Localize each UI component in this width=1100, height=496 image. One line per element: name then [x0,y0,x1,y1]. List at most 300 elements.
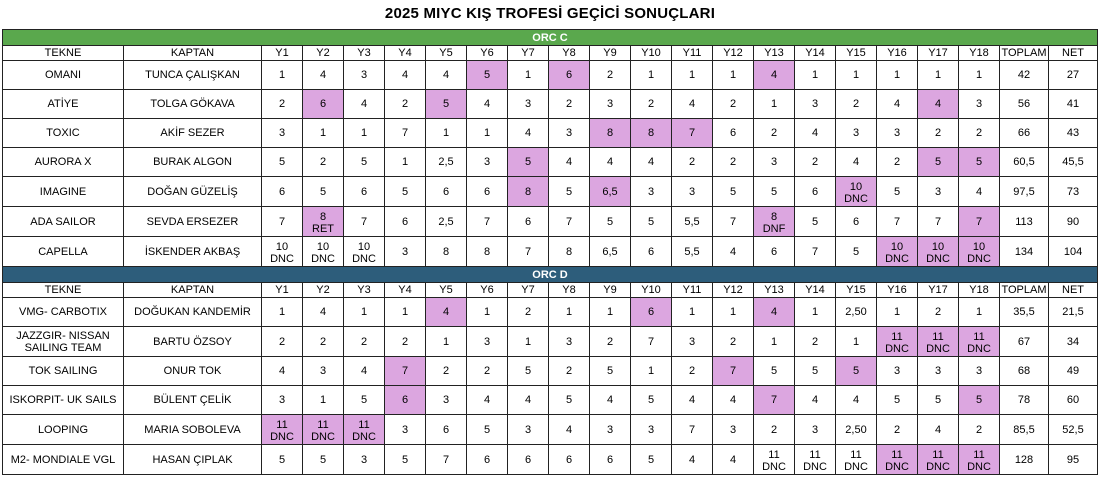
score-code: DNC [967,343,991,355]
column-header-row [3,283,1098,298]
race-score [877,237,918,267]
race-score: 7 [918,207,959,237]
race-score: 3 [959,357,1000,386]
race-score: 5 [877,177,918,207]
race-score: 7 [672,415,713,445]
column-header: Y11 [672,46,713,61]
race-score: 6 [836,207,877,237]
race-score: 2 [713,148,754,177]
table-row [3,119,1098,148]
column-header: Y4 [385,46,426,61]
score-value: 8 [770,211,778,223]
race-score [959,327,1000,357]
race-score: 2 [631,90,672,119]
race-score: 1 [467,119,508,148]
table-row [3,386,1098,415]
race-score [303,415,344,445]
column-header: Y13 [754,283,795,298]
race-score: 8 [590,119,631,148]
table-row [3,327,1098,357]
race-score: 1 [303,386,344,415]
race-score: 5 [549,386,590,415]
race-score: 3 [549,119,590,148]
race-score [877,327,918,357]
race-score: 6 [549,445,590,475]
score-code: DNC [803,461,827,473]
race-score: 2 [549,90,590,119]
race-score: 4 [918,415,959,445]
score-code: DNC [967,253,991,265]
score-code: DNC [352,431,376,443]
race-score: 4 [877,90,918,119]
race-score: 7 [672,119,713,148]
race-score: 5 [549,177,590,207]
race-score: 5 [631,207,672,237]
column-header: TOPLAM [1001,284,1047,296]
race-score: 1 [836,327,877,357]
race-score: 1 [754,327,795,357]
net-score: 73 [1049,177,1098,207]
total-score: 68 [1000,357,1049,386]
race-score: 2 [303,327,344,357]
race-score: 6 [549,61,590,90]
race-score: 5 [754,177,795,207]
race-score: 8 [631,119,672,148]
total-score: 134 [1000,237,1049,267]
boat-name: TOXIC [3,119,124,148]
race-score: 2 [959,119,1000,148]
race-score: 1 [344,298,385,327]
column-header: NET [1049,283,1098,298]
race-score: 2 [303,148,344,177]
race-score: 4 [467,386,508,415]
column-header: KAPTAN [124,46,262,61]
score-value: 11 [276,419,288,431]
race-score: 6 [467,445,508,475]
race-score [959,445,1000,475]
race-score: 1 [713,61,754,90]
total-score: 78 [1000,386,1049,415]
column-header: Y8 [549,46,590,61]
race-score: 3 [262,386,303,415]
race-score: 6 [631,298,672,327]
race-score: 8 [508,177,549,207]
race-score: 1 [344,119,385,148]
race-score: 7 [262,207,303,237]
column-header: Y12 [713,283,754,298]
net-score: 34 [1049,327,1098,357]
score-value: 11 [809,449,821,461]
race-score: 3 [467,327,508,357]
race-score: 6 [590,445,631,475]
column-header: Y2 [303,283,344,298]
race-score: 3 [590,90,631,119]
race-score: 2 [426,357,467,386]
race-score: 3 [344,61,385,90]
race-score: 5 [426,90,467,119]
race-score: 4 [672,90,713,119]
table-row [3,357,1098,386]
score-code: DNC [270,431,294,443]
total-score: 113 [1000,207,1049,237]
race-score: 3 [303,357,344,386]
race-score: 1 [508,327,549,357]
race-score [344,415,385,445]
column-header: Y1 [262,283,303,298]
race-score: 1 [426,327,467,357]
race-score: 1 [672,61,713,90]
race-score: 1 [590,298,631,327]
race-score: 3 [836,119,877,148]
race-score: 6 [303,90,344,119]
boat-name: VMG- CARBOTIX [3,298,124,327]
column-header: Y16 [877,46,918,61]
race-score: 3 [959,90,1000,119]
race-score: 5 [959,386,1000,415]
race-score: 1 [508,61,549,90]
race-score: 6,5 [590,177,631,207]
total-score: 85,5 [1000,415,1049,445]
race-score: 6 [426,177,467,207]
race-score: 4 [672,445,713,475]
race-score: 7 [959,207,1000,237]
race-score: 7 [877,207,918,237]
column-header-row [3,46,1098,61]
total-score: 42 [1000,61,1049,90]
column-header: Y7 [508,46,549,61]
race-score: 2 [713,327,754,357]
race-score: 2 [918,119,959,148]
race-score: 7 [385,357,426,386]
race-score: 6 [344,177,385,207]
total-score: 97,5 [1000,177,1049,207]
race-score: 5 [836,237,877,267]
score-code: DNC [885,253,909,265]
race-score: 2 [262,327,303,357]
skipper-name: BARTU ÖZSOY [124,327,262,357]
skipper-name: SEVDA ERSEZER [124,207,262,237]
race-score: 1 [262,298,303,327]
column-header: TOPLAM [1001,47,1047,59]
race-score: 6 [631,237,672,267]
skipper-name: MARIA SOBOLEVA [124,415,262,445]
column-header: Y17 [918,46,959,61]
race-score: 7 [754,386,795,415]
column-header: Y9 [590,283,631,298]
score-code: DNC [926,461,950,473]
race-score: 5 [508,148,549,177]
race-score: 7 [344,207,385,237]
section-header [3,267,1098,283]
race-score: 2 [918,298,959,327]
race-score: 7 [713,357,754,386]
score-value: 11 [891,449,903,461]
score-value: 11 [768,449,780,461]
skipper-name: DOĞAN GÜZELİŞ [124,177,262,207]
boat-name: ADA SAILOR [3,207,124,237]
race-score: 6,5 [590,237,631,267]
score-value: 10 [849,181,863,193]
boat-name: M2- MONDIALE VGL [3,445,124,475]
race-score: 4 [590,148,631,177]
skipper-name: BURAK ALGON [124,148,262,177]
race-score: 6 [508,445,549,475]
net-score: 90 [1049,207,1098,237]
race-score: 5 [344,148,385,177]
score-value: 10 [890,241,904,253]
race-score: 2,5 [426,148,467,177]
race-score: 1 [631,61,672,90]
column-header: Y7 [508,283,549,298]
race-score: 2 [549,357,590,386]
skipper-name: HASAN ÇIPLAK [124,445,262,475]
race-score: 2 [836,90,877,119]
race-score: 1 [303,119,344,148]
column-header: Y16 [877,283,918,298]
score-value: 11 [850,449,862,461]
race-score [836,445,877,475]
skipper-name: ONUR TOK [124,357,262,386]
race-score: 3 [385,237,426,267]
boat-name: LOOPING [3,415,124,445]
race-score: 1 [262,61,303,90]
race-score: 3 [344,445,385,475]
race-score: 6 [508,207,549,237]
race-score: 4 [385,61,426,90]
race-score: 5 [262,445,303,475]
race-score: 1 [426,119,467,148]
score-value: 11 [932,331,944,343]
net-score: 21,5 [1049,298,1098,327]
race-score: 3 [754,148,795,177]
race-score: 7 [467,207,508,237]
race-score: 5 [918,386,959,415]
race-score: 5 [713,177,754,207]
race-score [795,445,836,475]
race-score: 4 [713,386,754,415]
race-score: 1 [385,148,426,177]
race-score: 3 [631,177,672,207]
score-value: 10 [275,241,289,253]
race-score: 3 [508,90,549,119]
race-score: 8 [426,237,467,267]
column-header: Y15 [836,46,877,61]
race-score: 4 [959,177,1000,207]
race-score: 4 [549,148,590,177]
skipper-name: BÜLENT ÇELİK [124,386,262,415]
total-score: 128 [1000,445,1049,475]
table-row [3,177,1098,207]
table-row [3,415,1098,445]
column-header: Y5 [426,46,467,61]
race-score: 3 [631,415,672,445]
race-score: 4 [344,357,385,386]
race-score: 2 [508,298,549,327]
race-score: 4 [672,386,713,415]
race-score: 4 [754,61,795,90]
table-row [3,445,1098,475]
race-score: 3 [467,148,508,177]
race-score: 5 [631,445,672,475]
race-score: 3 [877,357,918,386]
race-score: 5 [467,61,508,90]
race-score: 6 [713,119,754,148]
race-score: 4 [303,61,344,90]
race-score: 3 [590,415,631,445]
race-score: 5 [590,357,631,386]
section-header [3,30,1098,46]
section-title: ORC C [3,30,1098,46]
column-header: KAPTAN [124,283,262,298]
net-score: 27 [1049,61,1098,90]
race-score: 2 [754,415,795,445]
race-score: 2 [877,415,918,445]
total-score: 67 [1000,327,1049,357]
race-score: 4 [836,386,877,415]
race-score: 2 [385,327,426,357]
race-score: 4 [426,61,467,90]
score-code: DNC [311,431,335,443]
column-header: Y6 [467,46,508,61]
race-score: 2 [467,357,508,386]
race-score: 1 [918,61,959,90]
race-score: 4 [795,119,836,148]
race-score: 1 [467,298,508,327]
column-header: Y8 [549,283,590,298]
boat-name: JAZZGIR- NISSAN SAILING TEAM [3,327,124,357]
race-score: 4 [713,445,754,475]
skipper-name: TUNCA ÇALIŞKAN [124,61,262,90]
race-score [754,445,795,475]
race-score: 2 [344,327,385,357]
race-score [344,237,385,267]
race-score: 3 [918,357,959,386]
race-score: 6 [426,415,467,445]
race-score: 3 [508,415,549,445]
race-score: 7 [508,237,549,267]
section-title: ORC D [3,267,1098,283]
net-score: 49 [1049,357,1098,386]
score-code: DNC [311,253,335,265]
race-score: 5 [795,207,836,237]
boat-name: IMAGINE [3,177,124,207]
race-score: 2 [754,119,795,148]
race-score: 5 [795,357,836,386]
race-score: 5 [590,207,631,237]
column-header: Y9 [590,46,631,61]
score-code: DNC [844,193,868,205]
race-score: 6 [754,237,795,267]
score-code: DNC [885,461,909,473]
column-header: Y18 [959,46,1000,61]
column-header: Y10 [631,283,672,298]
race-score: 3 [262,119,303,148]
score-value: 10 [316,241,330,253]
race-score: 3 [426,386,467,415]
score-code: DNC [270,253,294,265]
skipper-name: İSKENDER AKBAŞ [124,237,262,267]
page-title: 2025 MIYC KIŞ TROFESİ GEÇİCİ SONUÇLARI [384,5,716,22]
column-header: Y3 [344,46,385,61]
score-value: 11 [317,419,329,431]
net-score: 52,5 [1049,415,1098,445]
race-score: 5 [877,386,918,415]
column-header: Y17 [918,283,959,298]
column-header: Y13 [754,46,795,61]
net-score: 95 [1049,445,1098,475]
race-score: 2 [959,415,1000,445]
race-score: 3 [795,415,836,445]
column-header: Y4 [385,283,426,298]
race-score: 4 [713,237,754,267]
race-score: 2 [795,148,836,177]
race-score: 4 [836,148,877,177]
race-score: 4 [754,298,795,327]
race-score: 6 [467,177,508,207]
boat-name: AURORA X [3,148,124,177]
race-score: 1 [631,357,672,386]
table-row [3,298,1098,327]
race-score: 6 [795,177,836,207]
race-score: 5 [385,445,426,475]
race-score [303,237,344,267]
table-row [3,148,1098,177]
column-header: Y6 [467,283,508,298]
net-score: 45,5 [1049,148,1098,177]
race-score [918,327,959,357]
race-score: 1 [385,298,426,327]
race-score [262,237,303,267]
column-header: NET [1049,46,1098,61]
total-score: 66 [1000,119,1049,148]
results-table [2,29,1098,475]
race-score: 5 [508,357,549,386]
column-header: Y12 [713,46,754,61]
race-score: 4 [590,386,631,415]
score-value: 10 [972,241,986,253]
race-score: 2 [877,148,918,177]
race-score: 1 [959,298,1000,327]
race-score: 2,50 [836,415,877,445]
race-score: 4 [549,415,590,445]
column-header: Y18 [959,283,1000,298]
column-header: Y1 [262,46,303,61]
race-score: 2,5 [426,207,467,237]
race-score: 1 [713,298,754,327]
race-score: 1 [672,298,713,327]
race-score: 1 [836,61,877,90]
race-score: 5 [303,445,344,475]
race-score: 2 [262,90,303,119]
race-score: 7 [426,445,467,475]
race-score [918,237,959,267]
net-score: 60 [1049,386,1098,415]
table-row [3,61,1098,90]
race-score: 4 [262,357,303,386]
race-score: 5 [631,386,672,415]
column-header: Y5 [426,283,467,298]
boat-name: ISKORPIT- UK SAILS [3,386,124,415]
race-score: 2 [385,90,426,119]
race-score: 8 [549,237,590,267]
boat-name: CAPELLA [3,237,124,267]
score-code: DNF [762,223,786,235]
column-header: TEKNE [3,46,124,61]
race-score: 6 [385,386,426,415]
race-score: 2 [590,61,631,90]
net-score: 41 [1049,90,1098,119]
race-score: 7 [795,237,836,267]
